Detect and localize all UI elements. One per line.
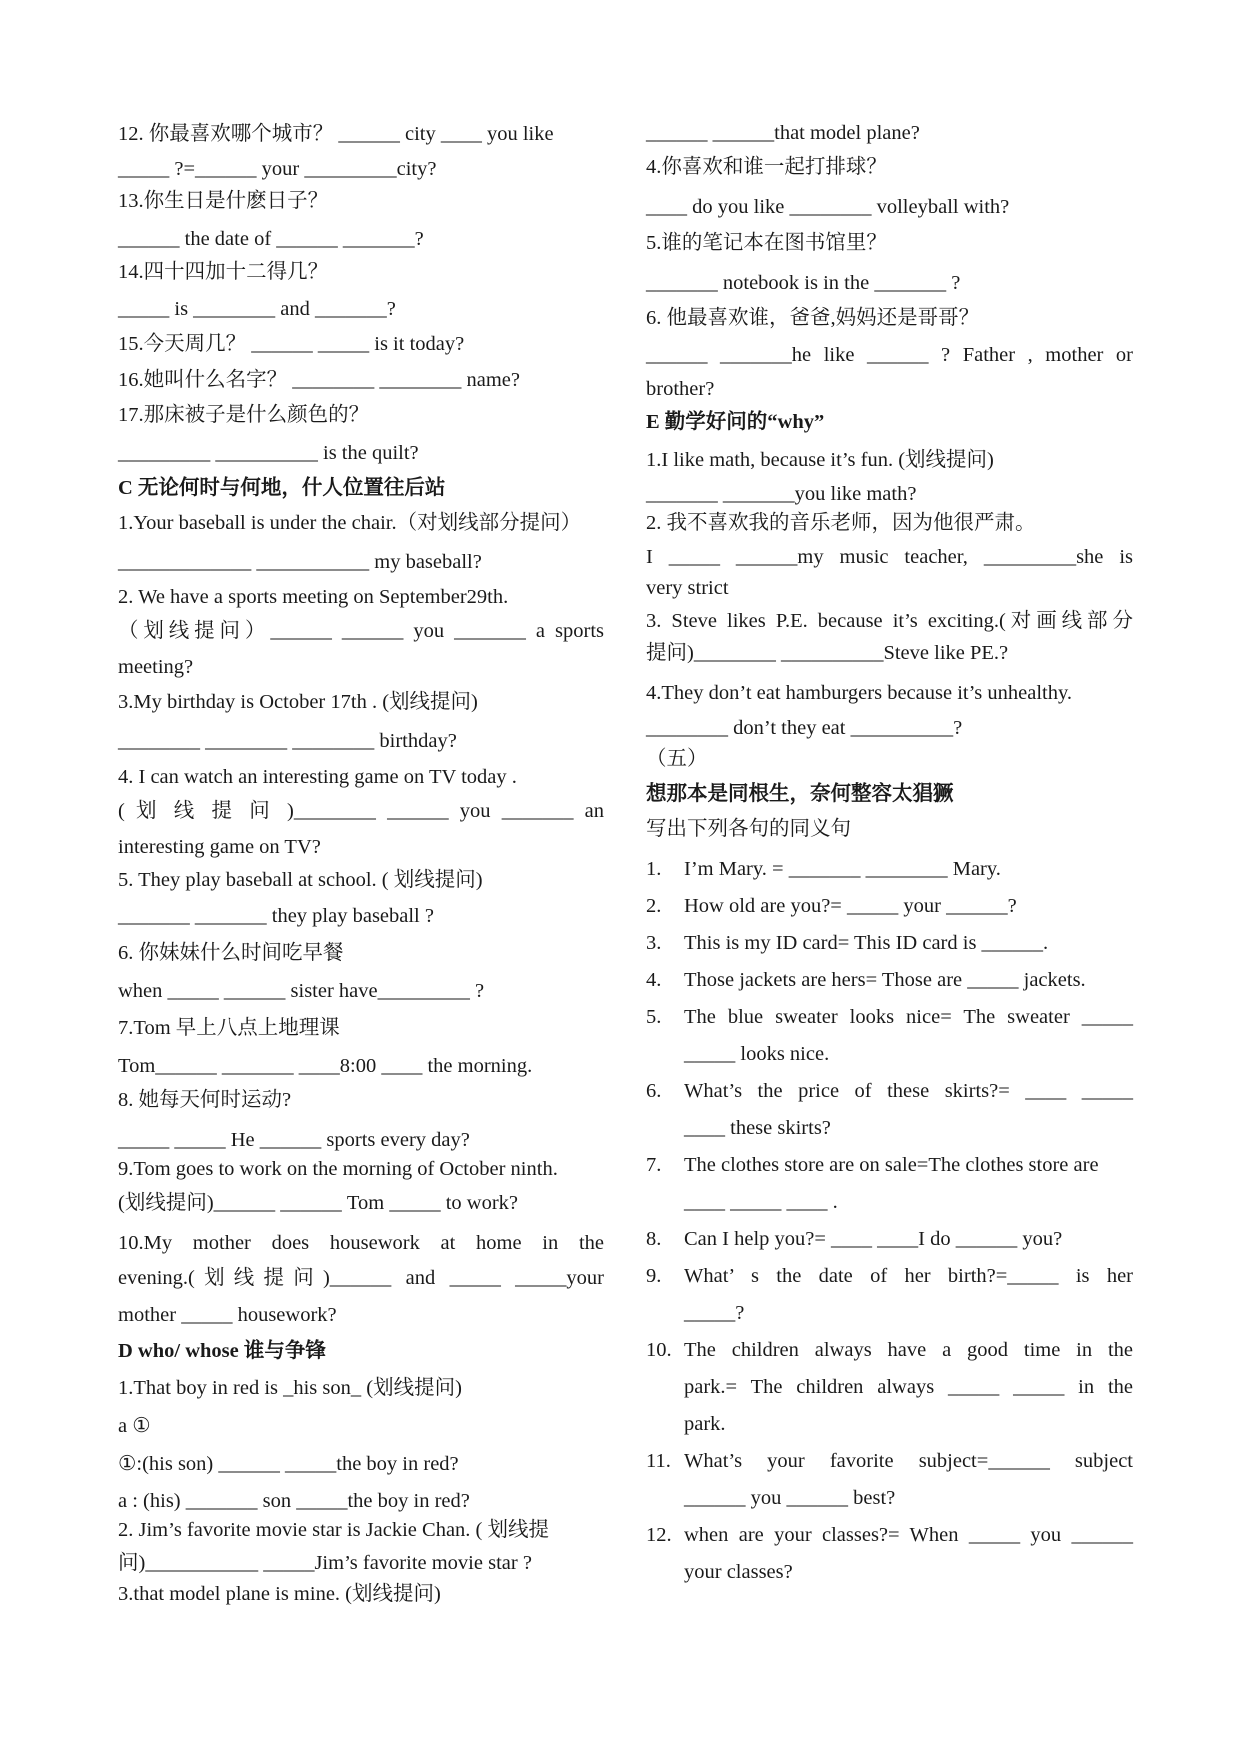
worksheet-line: （五） [646, 748, 708, 770]
synonym-item [646, 856, 1133, 883]
worksheet-line: _____ is ________ and _______? [118, 298, 396, 320]
worksheet-line: brother? [646, 378, 715, 400]
worksheet-line: when _____ ______ sister have_________ ? [118, 980, 485, 1002]
item-text: park. [684, 1413, 726, 1435]
worksheet-line: (划线提问)______ ______ Tom _____ to work? [118, 1192, 518, 1214]
worksheet-line: ①:(his son) ______ _____the boy in red? [118, 1453, 459, 1475]
worksheet-line: ____ do you like ________ volleyball with? [646, 196, 1010, 218]
item-number: 5. [646, 1006, 662, 1028]
item-text: This is my ID card= This ID card is ______. [684, 932, 1049, 954]
worksheet-line: 16.她叫什么名字？ ________ ________ name? [118, 369, 520, 391]
item-number: 4. [646, 969, 662, 991]
worksheet-line: 2. 我不喜欢我的音乐老师，因为他很严肃。 [646, 512, 1036, 534]
worksheet-line: mother _____ housework? [118, 1304, 337, 1326]
item-text: park.= The children always _____ _____ in the [684, 1376, 1133, 1398]
synonym-item [646, 1115, 1133, 1142]
worksheet-line: 2. We have a sports meeting on September29th. [118, 586, 509, 608]
worksheet-line: very strict [646, 577, 729, 599]
item-text: ____ _____ ____ . [684, 1191, 838, 1213]
section-heading: E 勤学好问的“why” [646, 411, 825, 433]
worksheet-line: 4.你喜欢和谁一起打排球？ [646, 156, 887, 178]
worksheet-line: _____ ?=______ your _________city? [118, 158, 437, 180]
item-text: What’s the price of these skirts?= ____ _____ [684, 1080, 1133, 1102]
item-number: 12. [646, 1524, 672, 1546]
item-number: 1. [646, 858, 662, 880]
worksheet-line: meeting? [118, 656, 194, 678]
worksheet-line: _____ _____ He ______ sports every day? [118, 1129, 470, 1151]
worksheet-line: evening.(划线提问)______ and _____ _____your [118, 1267, 604, 1289]
worksheet-line: a : (his) _______ son _____the boy in red? [118, 1490, 470, 1512]
synonym-item [646, 1152, 1133, 1179]
worksheet-line: 10.My mother does housework at home in the [118, 1232, 604, 1254]
worksheet-line: 提问)________ __________Steve like PE.? [646, 642, 1009, 664]
item-text: What’s your favorite subject=______ subject [684, 1450, 1133, 1472]
item-text: I’m Mary. = _______ ________ Mary. [684, 858, 1001, 880]
worksheet-line: ________ don’t they eat __________? [646, 717, 963, 739]
item-number: 8. [646, 1228, 662, 1250]
worksheet-line: ______ _______he like ______ ? Father , mother or [646, 344, 1133, 366]
worksheet-line: _______ _______you like math? [646, 483, 917, 505]
worksheet-line: 3.that model plane is mine. (划线提问) [118, 1583, 441, 1605]
worksheet-line: _____________ ___________ my baseball? [118, 551, 482, 573]
synonym-item [646, 1559, 1133, 1586]
worksheet-line: 1.I like math, because it’s fun. (划线提问) [646, 449, 994, 471]
synonym-item [646, 1263, 1133, 1290]
worksheet-line: 1.Your baseball is under the chair.（对划线部分提问） [118, 512, 582, 534]
worksheet-line: Tom______ _______ ____8:00 ____ the morning. [118, 1055, 533, 1077]
worksheet-line: 3. Steve likes P.E. because it’s exciting.(对画线部分 [646, 610, 1133, 632]
item-text: ____ these skirts? [684, 1117, 831, 1139]
worksheet-line: 13.你生日是什麽日子？ [118, 190, 329, 212]
item-number: 10. [646, 1339, 672, 1361]
item-number: 3. [646, 932, 662, 954]
synonym-item [646, 1448, 1133, 1475]
item-text: _____? [684, 1302, 745, 1324]
worksheet-line: 6. 他最喜欢谁，爸爸,妈妈还是哥哥？ [646, 307, 980, 329]
worksheet-line: _________ __________ is the quilt? [118, 442, 419, 464]
worksheet-line: a ① [118, 1415, 151, 1437]
item-text: ______ you ______ best? [684, 1487, 896, 1509]
synonym-item [646, 1226, 1133, 1253]
item-number: 2. [646, 895, 662, 917]
item-text: Can I help you?= ____ ____I do ______ you? [684, 1228, 1063, 1250]
synonym-item [646, 1004, 1133, 1031]
worksheet-line: _______ _______ they play baseball ? [118, 905, 434, 927]
item-number: 6. [646, 1080, 662, 1102]
worksheet-line: 4. I can watch an interesting game on TV today . [118, 766, 517, 788]
synonym-item [646, 1485, 1133, 1512]
worksheet-line: 写出下列各句的同义句 [646, 818, 851, 840]
synonym-item [646, 1189, 1133, 1216]
worksheet-line: 15.今天周几？ ______ _____ is it today? [118, 333, 465, 355]
item-number: 9. [646, 1265, 662, 1287]
worksheet-line: 9.Tom goes to work on the morning of October ninth. [118, 1158, 558, 1180]
worksheet-line: ______ ______that model plane? [646, 122, 920, 144]
synonym-item [646, 1522, 1133, 1549]
worksheet-line: 6. 你妹妹什么时间吃早餐 [118, 942, 344, 964]
worksheet-line: 5. They play baseball at school. ( 划线提问) [118, 869, 483, 891]
synonym-item [646, 930, 1133, 957]
worksheet-line: 1.That boy in red is _his son_ (划线提问) [118, 1377, 462, 1399]
worksheet-line: 17.那床被子是什么颜色的？ [118, 404, 370, 426]
item-text: What’ s the date of her birth?=_____ is her [684, 1265, 1133, 1287]
synonym-item [646, 1078, 1133, 1105]
worksheet-line: interesting game on TV? [118, 836, 321, 858]
synonym-item [646, 1411, 1133, 1438]
worksheet-line: 5.谁的笔记本在图书馆里？ [646, 232, 887, 254]
synonym-item [646, 893, 1133, 920]
item-text: The children always have a good time in the [684, 1339, 1133, 1361]
item-number: 7. [646, 1154, 662, 1176]
worksheet-line: I _____ ______my music teacher, _________she is [646, 546, 1133, 568]
synonym-item [646, 1374, 1133, 1401]
synonym-item [646, 1041, 1133, 1068]
item-text: How old are you?= _____ your ______? [684, 895, 1017, 917]
worksheet-line: 4.They don’t eat hamburgers because it’s unhealthy. [646, 682, 1073, 704]
worksheet-line: 14.四十四加十二得几？ [118, 261, 329, 283]
item-text: The clothes store are on sale=The clothes store are [684, 1154, 1099, 1176]
worksheet-line: ________ ________ ________ birthday? [118, 730, 457, 752]
worksheet-line: 8. 她每天何时运动? [118, 1089, 292, 1111]
section-heading: C 无论何时与何地，什人位置往后站 [118, 477, 446, 499]
worksheet-line: 12. 你最喜欢哪个城市？ ______ city ____ you like [118, 123, 554, 145]
synonym-item [646, 1337, 1133, 1364]
synonym-item [646, 1300, 1133, 1327]
item-text: your classes? [684, 1561, 793, 1583]
item-number: 11. [646, 1450, 671, 1472]
synonym-item [646, 967, 1133, 994]
section-heading: 想那本是同根生，奈何整容太猖獗 [646, 783, 954, 805]
worksheet-line: ( 划 线 提 问 )________ ______ you _______ an [118, 800, 604, 822]
item-text: Those jackets are hers= Those are _____ jackets. [684, 969, 1086, 991]
item-text: _____ looks nice. [684, 1043, 830, 1065]
item-text: The blue sweater looks nice= The sweater _____ [684, 1006, 1133, 1028]
worksheet-line: _______ notebook is in the _______ ? [646, 272, 961, 294]
worksheet-line: （划线提问）______ ______ you _______ a sports [118, 620, 604, 642]
item-text: when are your classes?= When _____ you ______ [684, 1524, 1133, 1546]
section-heading: D who/ whose 谁与争锋 [118, 1340, 326, 1362]
worksheet-line: ______ the date of ______ _______? [118, 228, 424, 250]
worksheet-line: 3.My birthday is October 17th . (划线提问) [118, 691, 478, 713]
worksheet-line: 7.Tom 早上八点上地理课 [118, 1017, 340, 1039]
worksheet-line: 2. Jim’s favorite movie star is Jackie Chan. ( 划线提 [118, 1519, 549, 1541]
worksheet-line: 问)___________ _____Jim’s favorite movie star ? [118, 1552, 532, 1574]
